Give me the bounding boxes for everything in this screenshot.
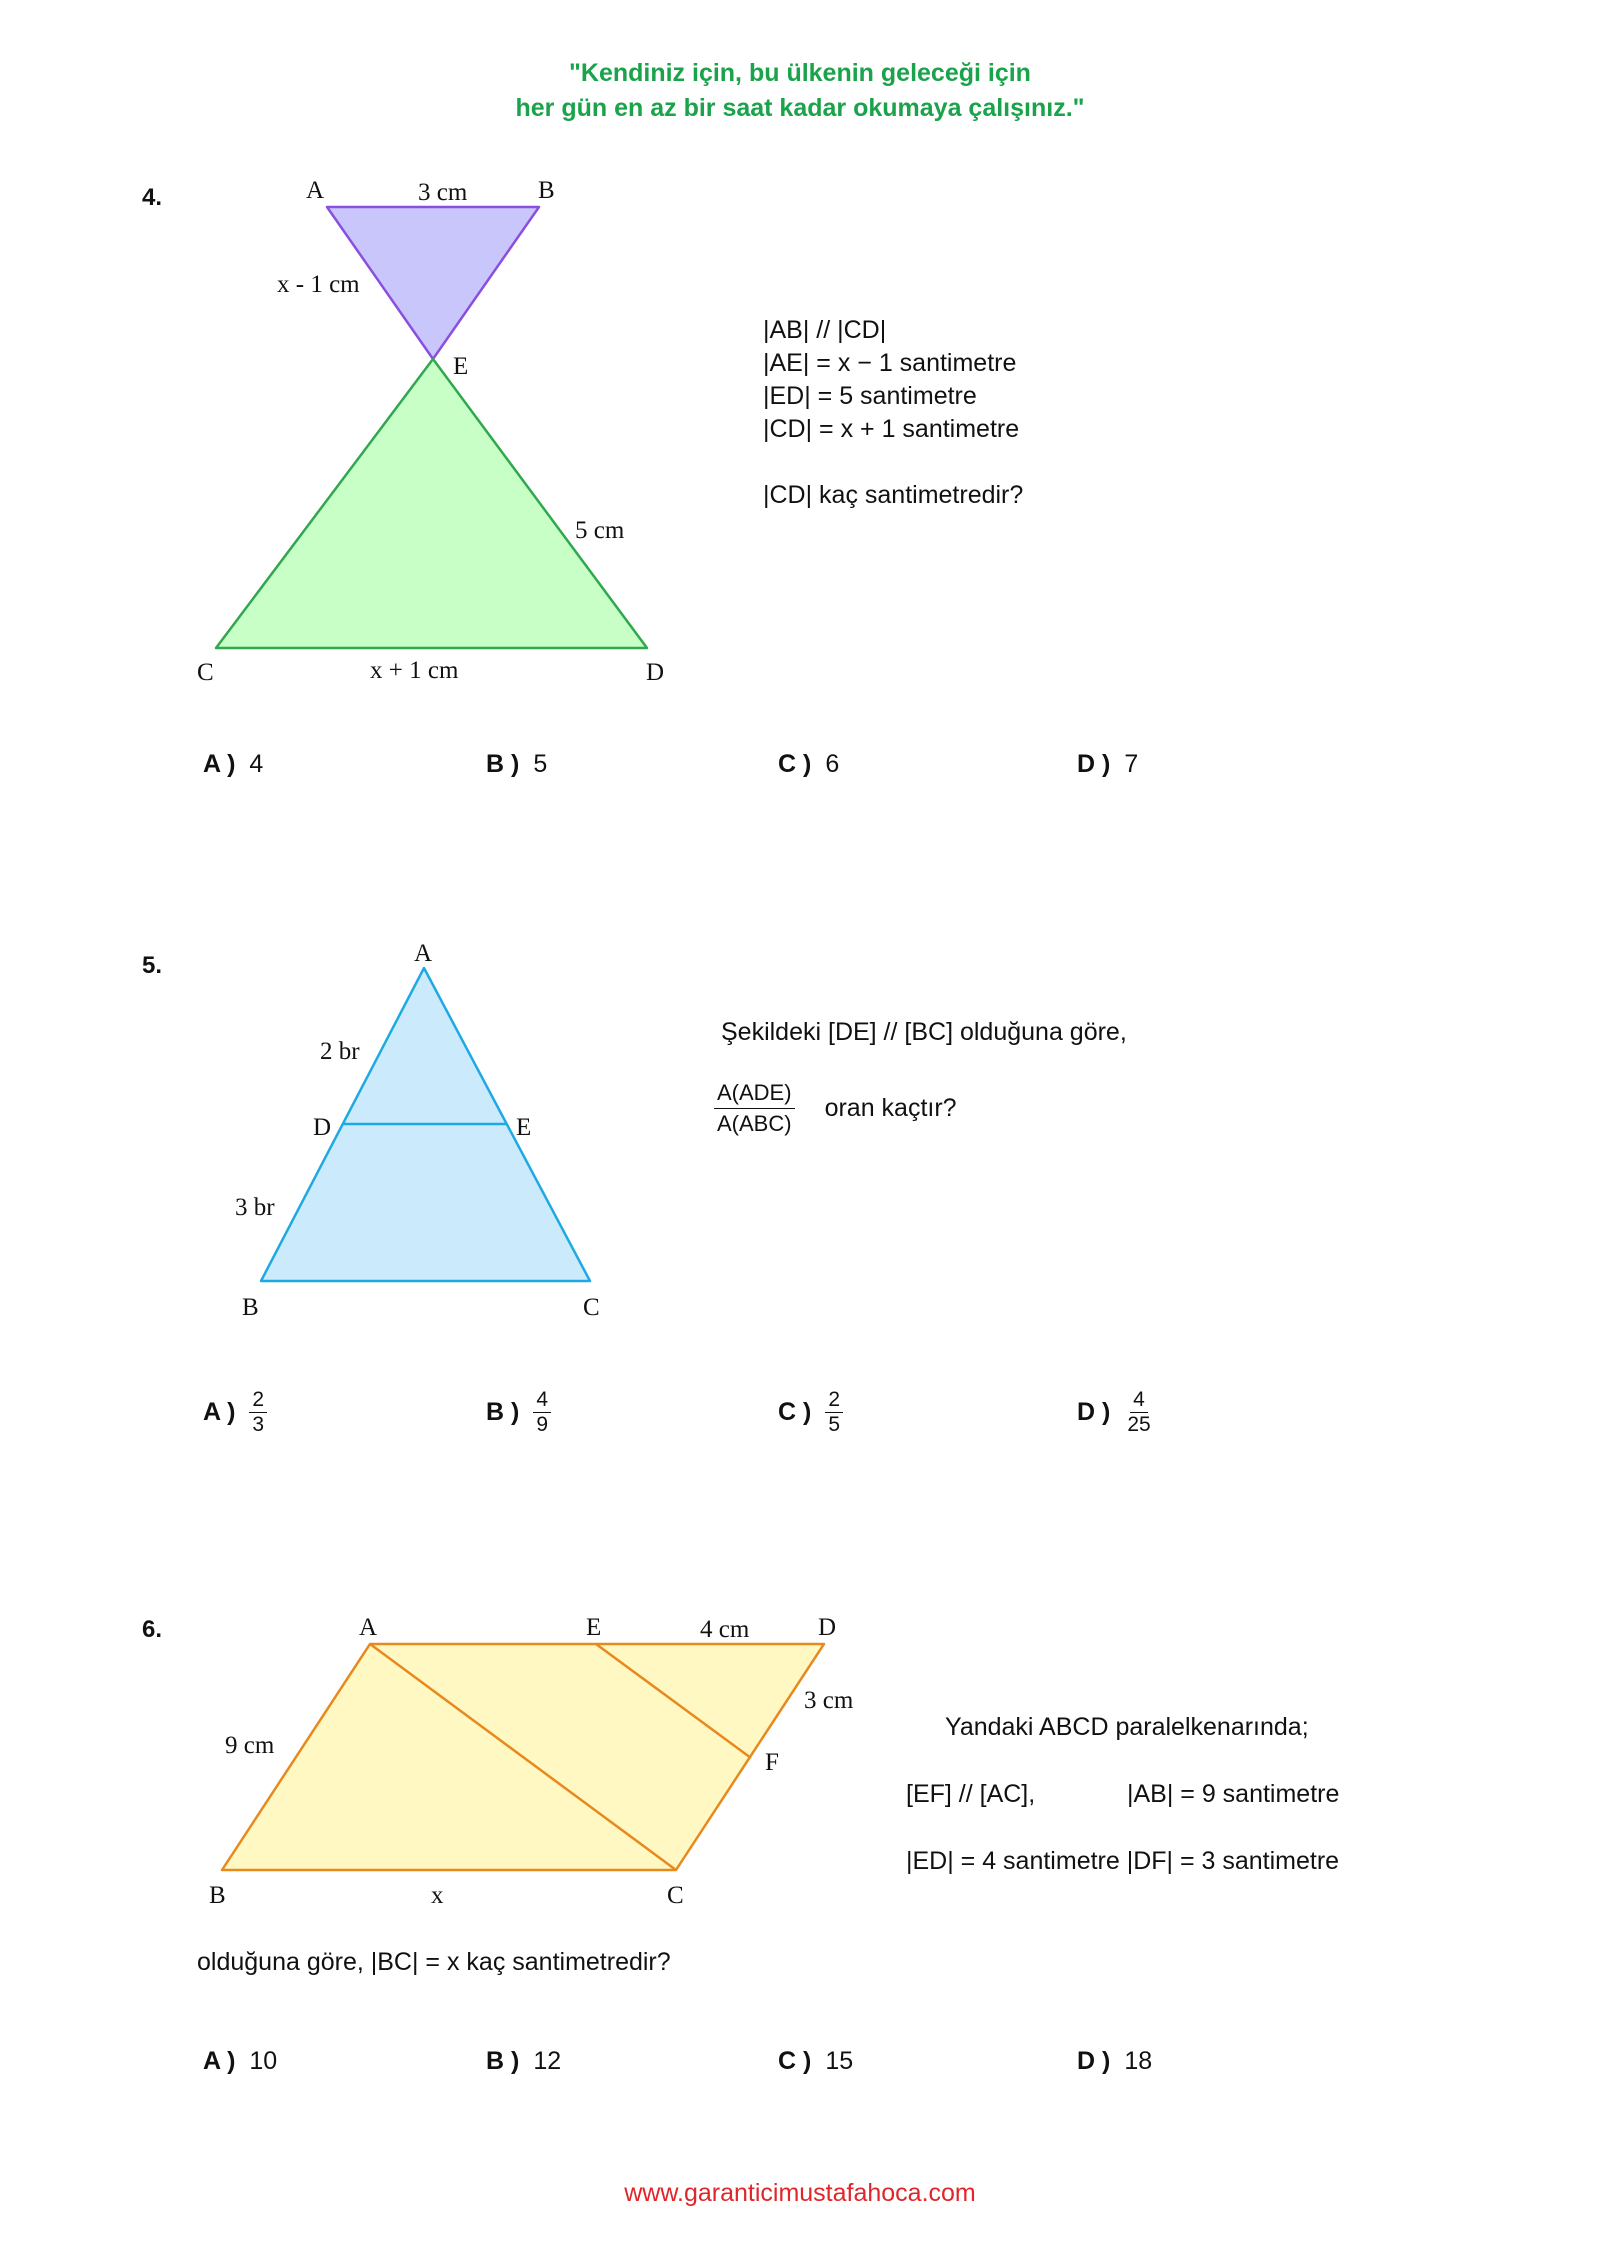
- option-letter: C ): [778, 1398, 812, 1426]
- footer-website-link[interactable]: www.garanticimustafahoca.com: [624, 2179, 976, 2207]
- given-line: |AB| // |CD|: [763, 316, 887, 344]
- question-6-given-ed-df: |ED| = 4 santimetre |DF| = 3 santimetre: [906, 1847, 1340, 1875]
- label-point-d: D: [646, 659, 665, 686]
- label-cd-length: x + 1 cm: [370, 657, 459, 684]
- option-letter: D ): [1077, 750, 1111, 778]
- label-point-a: A: [306, 177, 325, 204]
- label-ed-length: 5 cm: [575, 517, 625, 544]
- label-db-length: 3 br: [235, 1194, 275, 1221]
- fraction-denominator: 5: [828, 1413, 841, 1436]
- label-point-e: E: [516, 1114, 532, 1141]
- label-point-e: E: [453, 353, 469, 380]
- label-point-a: A: [414, 940, 433, 967]
- label-point-e: E: [586, 1614, 602, 1641]
- option-value: 5: [533, 750, 548, 778]
- option-value: 7: [1124, 750, 1139, 778]
- option-value: 6: [825, 750, 840, 778]
- label-point-b: B: [209, 1882, 226, 1909]
- question-6-intro: Yandaki ABCD paralelkenarında;: [945, 1713, 1309, 1741]
- ratio-numerator: A(ADE): [714, 1078, 795, 1109]
- quote-line-1: "Kendiniz için, bu ülkenin geleceği için: [569, 59, 1031, 87]
- question-5-intro: Şekildeki [DE] // [BC] olduğuna göre,: [721, 1018, 1127, 1046]
- option-value: 15: [825, 2047, 854, 2075]
- option-6a[interactable]: [203, 2047, 277, 2076]
- question-5-prompt: oran kaçtır?: [824, 1094, 957, 1122]
- given-line: |ED| = 5 santimetre: [763, 382, 977, 410]
- option-value: 10: [249, 2047, 278, 2075]
- label-bc-length: x: [431, 1882, 444, 1909]
- option-letter: B ): [486, 750, 520, 778]
- label-point-c: C: [583, 1294, 600, 1321]
- ratio-denominator: A(ABC): [717, 1111, 792, 1136]
- label-point-b: B: [242, 1294, 259, 1321]
- question-6-prompt: olduğuna göre, |BC| = x kaç santimetredir?: [197, 1948, 671, 1976]
- label-ab-length: 9 cm: [225, 1732, 275, 1759]
- label-point-f: F: [765, 1749, 779, 1776]
- option-letter: B ): [486, 2047, 520, 2075]
- fraction-numerator: 2: [825, 1388, 843, 1413]
- label-point-b: B: [538, 177, 555, 204]
- label-df-length: 3 cm: [804, 1687, 854, 1714]
- option-letter: D ): [1077, 2047, 1111, 2075]
- label-point-c: C: [197, 659, 214, 686]
- option-letter: C ): [778, 750, 812, 778]
- quote-line-2: her gün en az bir saat kadar okumaya çalışınız.": [515, 94, 1085, 122]
- label-ed-length: 4 cm: [700, 1616, 750, 1643]
- label-point-a: A: [359, 1614, 378, 1641]
- label-point-c: C: [667, 1882, 684, 1909]
- question-6-number: 6.: [142, 1616, 163, 1643]
- given-line: |AE| = x − 1 santimetre: [763, 349, 1017, 377]
- label-ab-length: 3 cm: [418, 179, 468, 206]
- given-line: |CD| = x + 1 santimetre: [763, 415, 1020, 443]
- option-value: 4: [249, 750, 264, 778]
- question-5-number: 5.: [142, 952, 163, 979]
- question-6-given-ef-ac: [EF] // [AC],: [906, 1780, 1036, 1808]
- fraction-denominator: 3: [252, 1413, 265, 1436]
- option-6b[interactable]: [486, 2047, 561, 2076]
- fraction-numerator: 2: [249, 1388, 267, 1413]
- question-4-number: 4.: [142, 184, 163, 211]
- option-letter: A ): [203, 1398, 236, 1426]
- question-4-prompt: |CD| kaç santimetredir?: [763, 481, 1024, 509]
- label-ae-length: x - 1 cm: [277, 271, 360, 298]
- fraction-numerator: 4: [533, 1388, 551, 1413]
- question-6-given-ab: |AB| = 9 santimetre: [1127, 1780, 1340, 1808]
- option-6c[interactable]: [778, 2047, 853, 2076]
- option-letter: A ): [203, 750, 236, 778]
- option-value: 18: [1124, 2047, 1153, 2075]
- label-ad-length: 2 br: [320, 1038, 360, 1065]
- option-letter: C ): [778, 2047, 812, 2075]
- label-point-d: D: [313, 1114, 332, 1141]
- fraction-numerator: 4: [1130, 1388, 1148, 1413]
- option-letter: D ): [1077, 1398, 1111, 1426]
- fraction-denominator: 9: [536, 1413, 549, 1436]
- option-letter: B ): [486, 1398, 520, 1426]
- option-value: 12: [533, 2047, 562, 2075]
- label-point-d: D: [818, 1614, 837, 1641]
- option-letter: A ): [203, 2047, 236, 2075]
- option-6d[interactable]: [1077, 2047, 1152, 2076]
- fraction-denominator: 25: [1127, 1413, 1151, 1436]
